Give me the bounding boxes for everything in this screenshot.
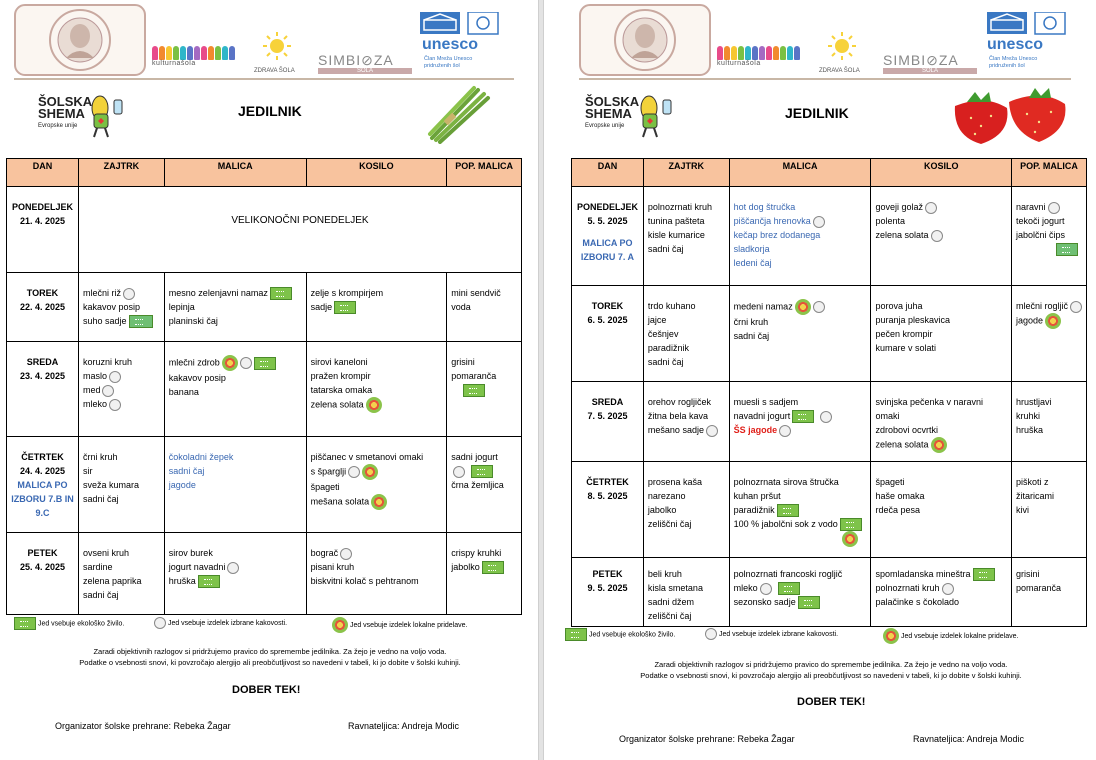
col-header-kosilo: KOSILO bbox=[306, 159, 447, 187]
kosilo-cell: spomladanska mineštra polnozrnati kruh palačinke s čokolado bbox=[871, 558, 1012, 627]
table-row bbox=[572, 187, 1087, 286]
menu-page-week2 bbox=[545, 0, 1096, 760]
shema-mascot-icon bbox=[84, 92, 126, 138]
col-header-malica: MALICA bbox=[164, 159, 306, 187]
legend: Jed vsebuje ekološko živilo. Jed vsebuje izdelek izbrane kakovosti. Jed vsebuje izdelek lokalne pridelave. bbox=[12, 617, 522, 641]
pop-malica-cell: grisini pomaranča bbox=[1011, 558, 1086, 627]
zajtrk-cell: polnozrnati kruh tunina pašteta kisle kumarice sadni čaj bbox=[643, 187, 729, 286]
unesco-logo bbox=[420, 12, 510, 36]
col-header-dan: DAN bbox=[572, 159, 644, 187]
table-row bbox=[572, 462, 1087, 558]
table-row bbox=[7, 437, 522, 533]
simbioza-logo: SIMBI⊘ZA bbox=[318, 52, 394, 68]
header-divider bbox=[579, 78, 1071, 80]
header-banner bbox=[0, 0, 538, 82]
page-title: JEDILNIK bbox=[785, 105, 849, 121]
kosilo-cell: špageti haše omaka rdeča pesa bbox=[871, 462, 1012, 558]
eco-icon bbox=[840, 518, 862, 531]
table-row bbox=[7, 187, 522, 273]
kosilo-cell: goveji golaž polenta zelena solata bbox=[871, 187, 1012, 286]
quality-icon bbox=[706, 425, 718, 437]
school-seal-logo bbox=[579, 4, 711, 76]
footer-note: Zaradi objektivnih razlogov si pridržujemo pravico do spremembe jedilnika. Za žejo je vedno na voljo voda. Podatke o vsebnosti snovi, ki povzročajo alergijo ali preobčutljivost so navedeni v tabeli, ki jo dobite v šolski kuhinji. bbox=[79, 647, 461, 667]
holiday-cell: VELIKONOČNI PONEDELJEK bbox=[78, 187, 521, 273]
quality-icon bbox=[227, 562, 239, 574]
local-produce-icon bbox=[332, 617, 348, 633]
malica-cell: sirov burek jogurt navadni hruška bbox=[164, 533, 306, 615]
eco-icon bbox=[129, 315, 153, 328]
simbioza-sub: ŠOLA bbox=[318, 68, 412, 74]
col-header-zajtrk: ZAJTRK bbox=[643, 159, 729, 187]
pop-malica-cell: mlečni rogljič jagode bbox=[1011, 286, 1086, 382]
page-gutter bbox=[538, 0, 544, 760]
legend: Jed vsebuje ekološko živilo. Jed vsebuje izdelek izbrane kakovosti. Jed vsebuje izdelek lokalne pridelave. bbox=[563, 628, 1083, 652]
quality-icon bbox=[942, 583, 954, 595]
pop-malica-cell: sadni jogurt črna žemljica bbox=[447, 437, 522, 533]
kosilo-cell: svinjska pečenka v naravni omaki zdrobovi ocvrtki zelena solata bbox=[871, 382, 1012, 462]
eco-icon bbox=[798, 596, 820, 609]
menu-table-week1 bbox=[6, 158, 522, 615]
quality-icon bbox=[705, 628, 717, 640]
footer-note: Zaradi objektivnih razlogov si pridržujemo pravico do spremembe jedilnika. Za žejo je vedno na voljo voda. Podatke o vsebnosti snovi, ki povzročajo alergijo ali preobčutljivost so navedeni v tabeli, ki jo dobite v šolski kuhinji. bbox=[640, 660, 1022, 680]
menu-page-week1 bbox=[0, 0, 538, 760]
zajtrk-cell: trdo kuhano jajce češnjev paradižnik sadni čaj bbox=[643, 286, 729, 382]
header-divider bbox=[14, 78, 514, 80]
unesco-text: unesco bbox=[987, 36, 1044, 53]
zdrava-sola-logo bbox=[817, 30, 867, 74]
col-header-dan: DAN bbox=[7, 159, 79, 187]
eco-icon bbox=[14, 617, 36, 630]
malica-choice-note: MALICA PO IZBORU 7.B IN 9.C bbox=[11, 480, 74, 518]
zajtrk-cell: črni kruh sir sveža kumara sadni čaj bbox=[78, 437, 164, 533]
strawberry-icon bbox=[945, 86, 1071, 146]
quality-icon bbox=[1070, 301, 1082, 313]
table-header-row bbox=[572, 159, 1087, 187]
table-row bbox=[7, 273, 522, 342]
organizator-signature: Organizator šolske prehrane: Rebeka Žagar bbox=[55, 721, 231, 731]
local-produce-icon bbox=[931, 437, 947, 453]
col-header-zajtrk: ZAJTRK bbox=[78, 159, 164, 187]
eco-icon bbox=[463, 384, 485, 397]
local-produce-icon bbox=[1045, 313, 1061, 329]
local-produce-icon bbox=[371, 494, 387, 510]
shema-mascot-icon bbox=[633, 92, 675, 138]
malica-cell: polnozrnati francoski rogljič mleko sezonsko sadje bbox=[729, 558, 871, 627]
kulturna-sola-logo: kulturnašola bbox=[152, 48, 235, 67]
malica-cell: mesno zelenjavni namaz lepinja planinski čaj bbox=[164, 273, 306, 342]
day-cell: PONEDELJEK 5. 5. 2025 MALICA PO IZBORU 7. A bbox=[572, 187, 644, 286]
zajtrk-cell: orehov rogljiček žitna bela kava mešano sadje bbox=[643, 382, 729, 462]
day-cell: PETEK 25. 4. 2025 bbox=[7, 533, 79, 615]
quality-icon bbox=[453, 466, 465, 478]
day-cell: ČETRTEK 24. 4. 2025 MALICA PO IZBORU 7.B IN 9.C bbox=[7, 437, 79, 533]
eco-icon bbox=[270, 287, 292, 300]
table-row bbox=[572, 382, 1087, 462]
eco-icon bbox=[973, 568, 995, 581]
unesco-sub: Član Mreža Unesco pridruženih šol bbox=[989, 56, 1038, 69]
zajtrk-cell: mlečni riž kakavov posip suho sadje bbox=[78, 273, 164, 342]
quality-icon bbox=[779, 425, 791, 437]
pop-malica-cell: naravni tekoči jogurt jabolčni čips bbox=[1011, 187, 1086, 286]
day-cell: SREDA 23. 4. 2025 bbox=[7, 342, 79, 437]
quality-icon bbox=[348, 466, 360, 478]
quality-icon bbox=[1048, 202, 1060, 214]
malica-choice-note: MALICA PO IZBORU 7. A bbox=[580, 238, 635, 262]
local-produce-icon bbox=[883, 628, 899, 644]
quality-icon bbox=[931, 230, 943, 242]
eco-icon bbox=[471, 465, 493, 478]
unesco-text: unesco bbox=[422, 36, 479, 53]
quality-icon bbox=[760, 583, 772, 595]
dober-tek: DOBER TEK! bbox=[797, 696, 866, 708]
zajtrk-cell: ovseni kruh sardine zelena paprika sadni čaj bbox=[78, 533, 164, 615]
table-row bbox=[572, 286, 1087, 382]
malica-cell: mlečni zdrob kakavov posip banana bbox=[164, 342, 306, 437]
local-produce-icon bbox=[362, 464, 378, 480]
local-produce-icon bbox=[842, 531, 858, 547]
local-produce-icon bbox=[222, 355, 238, 371]
pop-malica-cell: crispy kruhki jabolko bbox=[447, 533, 522, 615]
day-cell: PETEK 9. 5. 2025 bbox=[572, 558, 644, 627]
eco-icon bbox=[198, 575, 220, 588]
eco-icon bbox=[1056, 243, 1078, 256]
pop-malica-cell: hrustljavi kruhki hruška bbox=[1011, 382, 1086, 462]
quality-icon bbox=[813, 301, 825, 313]
kosilo-cell: bograč pisani kruh biskvitni kolač s pehtranom bbox=[306, 533, 447, 615]
local-produce-icon bbox=[366, 397, 382, 413]
col-header-pop-malica: POP. MALICA bbox=[447, 159, 522, 187]
table-row bbox=[7, 533, 522, 615]
malica-cell: muesli s sadjem navadni jogurt ŠS jagode bbox=[729, 382, 871, 462]
table-header-row bbox=[7, 159, 522, 187]
menu-table-week2 bbox=[571, 158, 1087, 627]
day-cell: ČETRTEK 8. 5. 2025 bbox=[572, 462, 644, 558]
eco-icon bbox=[792, 410, 814, 423]
eco-icon bbox=[777, 504, 799, 517]
quality-icon bbox=[154, 617, 166, 629]
day-cell: SREDA 7. 5. 2025 bbox=[572, 382, 644, 462]
eco-icon bbox=[334, 301, 356, 314]
school-seal-logo bbox=[14, 4, 146, 76]
eco-icon bbox=[565, 628, 587, 641]
organizator-signature: Organizator šolske prehrane: Rebeka Žagar bbox=[619, 734, 795, 744]
header-banner bbox=[545, 0, 1096, 82]
zajtrk-cell: beli kruh kisla smetana sadni džem zeliščni čaj bbox=[643, 558, 729, 627]
col-header-pop-malica: POP. MALICA bbox=[1011, 159, 1086, 187]
eco-icon bbox=[482, 561, 504, 574]
quality-icon bbox=[109, 399, 121, 411]
quality-icon bbox=[102, 385, 114, 397]
quality-icon bbox=[820, 411, 832, 423]
unesco-sub: Član Mreža Unesco pridruženih šol bbox=[424, 56, 473, 69]
quality-icon bbox=[123, 288, 135, 300]
unesco-logo bbox=[987, 12, 1077, 36]
malica-cell: hot dog štručka piščančja hrenovka kečap brez dodanega sladkorja ledeni čaj bbox=[729, 187, 871, 286]
day-cell: TOREK 6. 5. 2025 bbox=[572, 286, 644, 382]
table-row bbox=[572, 558, 1087, 627]
kosilo-cell: zelje s krompirjem sadje bbox=[306, 273, 447, 342]
day-cell: TOREK 22. 4. 2025 bbox=[7, 273, 79, 342]
simbioza-logo: SIMBI⊘ZA bbox=[883, 52, 959, 68]
col-header-kosilo: KOSILO bbox=[871, 159, 1012, 187]
pop-malica-cell: grisini pomaranča bbox=[447, 342, 522, 437]
kosilo-cell: sirovi kaneloni pražen krompir tatarska omaka zelena solata bbox=[306, 342, 447, 437]
quality-icon bbox=[240, 357, 252, 369]
page-title: JEDILNIK bbox=[238, 103, 302, 119]
kosilo-cell: piščanec v smetanovi omaki s šparglji špageti mešana solata bbox=[306, 437, 447, 533]
kosilo-cell: porova juha puranja pleskavica pečen krompir kumare v solati bbox=[871, 286, 1012, 382]
zajtrk-cell: koruzni kruh maslo med mleko bbox=[78, 342, 164, 437]
malica-cell: čokoladni žepek sadni čaj jagode bbox=[164, 437, 306, 533]
zajtrk-cell: prosena kaša narezano jabolko zeliščni čaj bbox=[643, 462, 729, 558]
zdrava-sola-text: ZDRAVA ŠOLA bbox=[819, 68, 860, 74]
quality-icon bbox=[109, 371, 121, 383]
local-produce-icon bbox=[795, 299, 811, 315]
malica-cell: polnozrnata sirova štručka kuhan pršut paradižnik 100 % jabolčni sok z vodo bbox=[729, 462, 871, 558]
kulturna-sola-logo: kulturnašola bbox=[717, 48, 800, 67]
zdrava-sola-logo bbox=[252, 30, 302, 74]
asparagus-icon bbox=[426, 84, 496, 144]
eco-icon bbox=[778, 582, 800, 595]
day-cell: PONEDELJEK 21. 4. 2025 bbox=[7, 187, 79, 273]
solska-shema-logo: ŠOLSKA SHEMA Evropske unije bbox=[38, 94, 92, 129]
quality-icon bbox=[813, 216, 825, 228]
quality-icon bbox=[925, 202, 937, 214]
solska-shema-logo: ŠOLSKA SHEMA Evropske unije bbox=[585, 94, 639, 129]
simbioza-sub: ŠOLA bbox=[883, 68, 977, 74]
table-row bbox=[7, 342, 522, 437]
malica-cell: medeni namaz črni kruh sadni čaj bbox=[729, 286, 871, 382]
dober-tek: DOBER TEK! bbox=[232, 684, 301, 696]
ravnateljica-signature: Ravnateljica: Andreja Modic bbox=[348, 721, 460, 731]
zdrava-sola-text: ZDRAVA ŠOLA bbox=[254, 68, 295, 74]
quality-icon bbox=[340, 548, 352, 560]
ravnateljica-signature: Ravnateljica: Andreja Modic bbox=[913, 734, 1025, 744]
pop-malica-cell: piškoti z žitaricami kivi bbox=[1011, 462, 1086, 558]
col-header-malica: MALICA bbox=[729, 159, 871, 187]
eco-icon bbox=[254, 357, 276, 370]
pop-malica-cell: mini sendvič voda bbox=[447, 273, 522, 342]
